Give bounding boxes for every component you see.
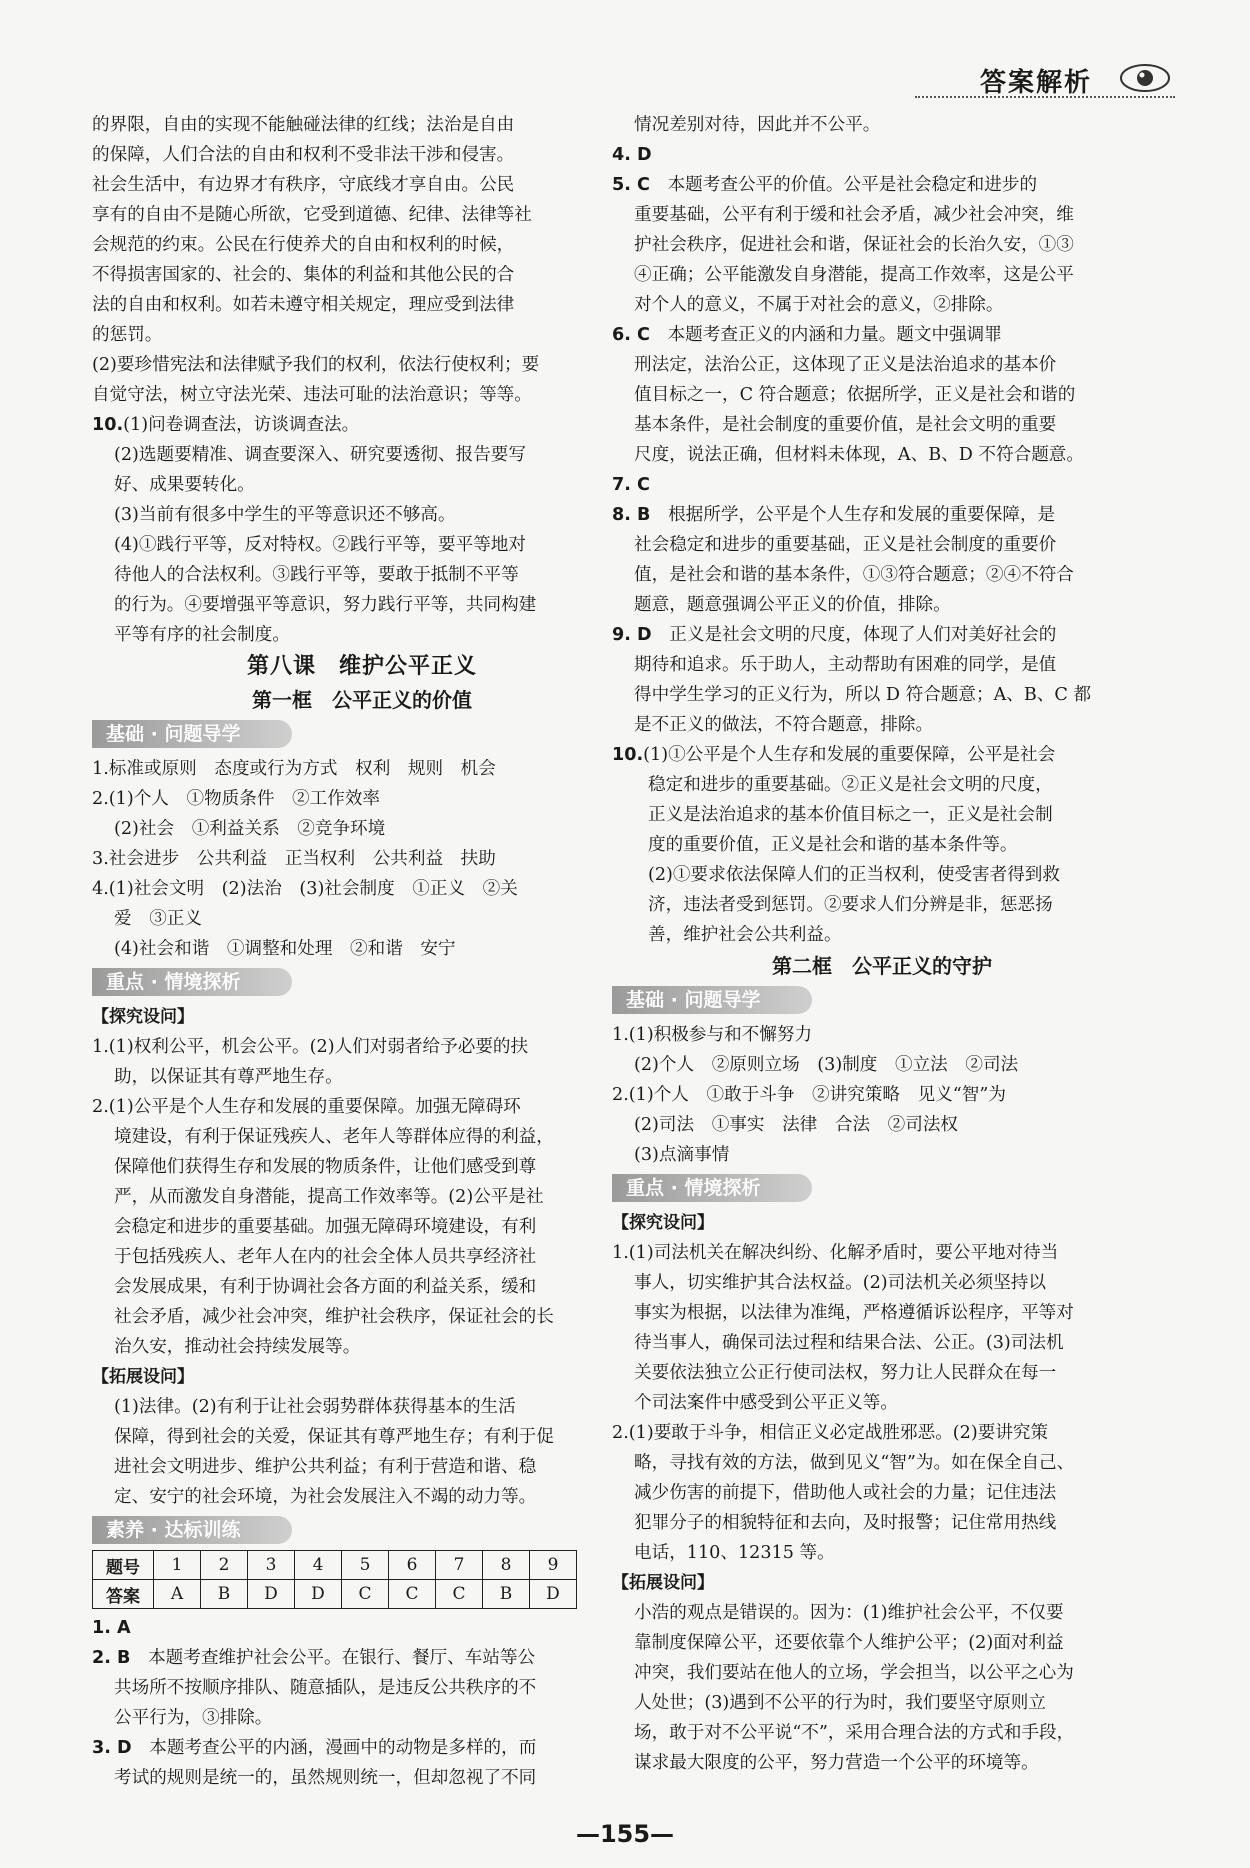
- question-number: 10.: [612, 745, 644, 765]
- page-number: —155—: [575, 1820, 675, 1848]
- text-line: 保障他们获得生存和发展的物质条件，让他们感受到尊: [114, 1157, 537, 1177]
- subsection-tag: 【探究设问】: [92, 1007, 194, 1027]
- table-cell: 9: [530, 1551, 577, 1580]
- text-line: 爱 ③正义: [114, 909, 202, 929]
- answer-table: [92, 1550, 577, 1609]
- text-line: 的保障，人们合法的自由和权利不受非法干涉和侵害。: [92, 145, 515, 165]
- text-line: 减少伤害的前提下，借助他人或社会的力量；记住违法: [634, 1483, 1057, 1503]
- eye-logo-icon: [1118, 60, 1172, 96]
- text-line: 定、安宁的社会环境，为社会发展注入不竭的动力等。: [114, 1487, 537, 1507]
- text-line: 2.(1)公平是个人生存和发展的重要保障。加强无障碍环: [92, 1097, 521, 1117]
- question-number: 9. D: [612, 625, 652, 645]
- text-line: 4.(1)社会文明 (2)法治 (3)社会制度 ①正义 ②关: [92, 879, 518, 899]
- table-cell: D: [530, 1580, 577, 1609]
- text-line: 稳定和进步的重要基础。②正义是社会文明的尺度，: [648, 775, 1053, 795]
- text-line: 保障，得到社会的关爱，保证其有尊严地生存；有利于促: [114, 1427, 554, 1447]
- table-cell: A: [154, 1580, 201, 1609]
- text-line: [92, 410, 632, 440]
- text-line: 冲突，我们要站在他人的立场，学会担当，以公平之心为: [634, 1663, 1074, 1683]
- text-line: 会规范的约束。公民在行使养犬的自由和权利的时候，: [92, 235, 515, 255]
- explore-block: [612, 1238, 1152, 1568]
- text-span: 根据所学，公平是个人生存和发展的重要保障，是: [668, 505, 1056, 525]
- text-line: [612, 140, 1152, 170]
- extend-block: [92, 1392, 632, 1512]
- text-span: (1)问卷调查法，访谈调查法。: [123, 415, 360, 435]
- page-header: [0, 0, 1250, 118]
- text-line: 题意，题意强调公平正义的价值，排除。: [634, 595, 951, 615]
- text-line: 善，维护社会公共利益。: [648, 925, 842, 945]
- table-row: [93, 1580, 577, 1609]
- text-line: [92, 1613, 632, 1643]
- text-line: 情况差别对待，因此并不公平。: [634, 115, 881, 135]
- text-line: (2)社会 ①利益关系 ②竞争环境: [114, 819, 386, 839]
- text-span: 本题考查公平的价值。公平是社会稳定和进步的: [667, 175, 1038, 195]
- table-cell: 5: [342, 1551, 389, 1580]
- text-line: (2)个人 ②原则立场 (3)制度 ①立法 ②司法: [634, 1055, 1019, 1075]
- text-line: 刑法定，法治公正，这体现了正义是法治追求的基本价: [634, 355, 1057, 375]
- text-line: 个司法案件中感受到公平正义等。: [634, 1393, 898, 1413]
- text-line: 场，敢于对不公平说“不”，采用合理合法的方式和手段，: [634, 1723, 1075, 1743]
- left-column: [92, 110, 632, 1793]
- section-title: 第一框 公平正义的价值: [252, 688, 472, 712]
- text-line: 是不正义的做法，不符合题意，排除。: [634, 715, 934, 735]
- question-number: 6. C: [612, 325, 650, 345]
- text-line: 享有的自由不是随心所欲，它受到道德、纪律、法律等社: [92, 205, 532, 225]
- text-line: 2.(1)个人 ①物质条件 ②工作效率: [92, 789, 381, 809]
- text-line: [92, 1733, 632, 1763]
- question-number: 7. C: [612, 475, 650, 495]
- text-line: (4)社会和谐 ①调整和处理 ②和谐 安宁: [114, 939, 456, 959]
- text-line: (2)选题要精准、调查要深入、研究要透彻、报告要写: [114, 445, 526, 465]
- text-line: [92, 1643, 632, 1673]
- text-line: 会稳定和进步的重要基础。加强无障碍环境建设，有利: [114, 1217, 537, 1237]
- table-cell: 3: [248, 1551, 295, 1580]
- table-cell: D: [248, 1580, 295, 1609]
- text-line: 事实为根据，以法律为准绳，严格遵循诉讼程序，平等对: [634, 1303, 1074, 1323]
- text-span: 本题考查正义的内涵和力量。题文中强调罪: [667, 325, 1002, 345]
- text-line: [612, 320, 1152, 350]
- left-q10-block: [92, 410, 632, 650]
- text-line: (4)①践行平等，反对特权。②践行平等，要平等地对: [114, 535, 526, 555]
- table-cell: 7: [436, 1551, 483, 1580]
- text-line: 正义是法治追求的基本价值目标之一，正义是社会制: [648, 805, 1053, 825]
- basics-block: [612, 1020, 1152, 1170]
- table-cell: D: [295, 1580, 342, 1609]
- text-line: 法的自由和权利。如若未遵守相关规定，理应受到法律: [92, 295, 515, 315]
- text-line: 重要基础，公平有利于缓和社会矛盾，减少社会冲突，维: [634, 205, 1074, 225]
- text-line: 值目标之一，C 符合题意；依据所学，正义是社会和谐的: [634, 385, 1076, 405]
- question-number: 5. C: [612, 175, 650, 195]
- text-line: 于包括残疾人、老年人在内的社会全体人员共享经济社: [114, 1247, 537, 1267]
- text-line: 待当事人，确保司法过程和结果合法、公正。(3)司法机: [634, 1333, 1064, 1353]
- subsection-tag: 【探究设问】: [612, 1213, 714, 1233]
- table-row: [93, 1551, 577, 1580]
- text-line: 考试的规则是统一的，虽然规则统一，但却忽视了不同: [114, 1768, 537, 1788]
- text-line: 社会生活中，有边界才有秩序，守底线才享自由。公民: [92, 175, 515, 195]
- header-rule: [915, 96, 1175, 98]
- text-line: (2)司法 ①事实 法律 合法 ②司法权: [634, 1115, 959, 1135]
- text-line: 好、成果要转化。: [114, 475, 255, 495]
- text-line: 护社会秩序，促进社会和谐，保证社会的长治久安，①③: [634, 235, 1074, 255]
- basics-block: [92, 754, 632, 964]
- text-line: 助，以保证其有尊严地生存。: [114, 1067, 343, 1087]
- table-cell: C: [436, 1580, 483, 1609]
- question-number: 3. D: [92, 1738, 132, 1758]
- text-line: [612, 620, 1152, 650]
- text-line: 社会矛盾，减少社会冲突，维护社会秩序，保证社会的长: [114, 1307, 554, 1327]
- text-line: (3)点滴事情: [634, 1145, 730, 1165]
- text-line: (1)法律。(2)有利于让社会弱势群体获得基本的生活: [114, 1397, 516, 1417]
- text-line: 1.(1)司法机关在解决纠纷、化解矛盾时，要公平地对待当: [612, 1243, 1059, 1263]
- text-line: 3.社会进步 公共利益 正当权利 公共利益 扶助: [92, 849, 496, 869]
- table-cell: 2: [201, 1551, 248, 1580]
- text-line: 会发展成果，有利于协调社会各方面的利益关系，缓和: [114, 1277, 537, 1297]
- table-header-cell: 答案: [93, 1580, 154, 1609]
- table-cell: 8: [483, 1551, 530, 1580]
- text-span: (1)①公平是个人生存和发展的重要保障，公平是社会: [643, 745, 1056, 765]
- question-number: 1. A: [92, 1618, 131, 1638]
- section-banner: 重点 · 情境探析: [92, 968, 292, 996]
- text-line: (2)①要求依法保障人们的正当权利，使受害者得到救: [648, 865, 1060, 885]
- answer-items-block: [92, 1613, 632, 1793]
- text-line: 1.标准或原则 态度或行为方式 权利 规则 机会: [92, 759, 496, 779]
- right-column: [612, 110, 1152, 1778]
- text-line: 平等有序的社会制度。: [114, 625, 290, 645]
- section-banner: 重点 · 情境探析: [612, 1174, 812, 1202]
- extend-block: [612, 1598, 1152, 1778]
- question-number: 2. B: [92, 1648, 131, 1668]
- text-line: 电话，110、12315 等。: [634, 1543, 835, 1563]
- text-line: 济，违法者受到惩罚。②要求人们分辨是非，惩恶扬: [648, 895, 1053, 915]
- lesson-title: 第八课 维护公平正义: [246, 654, 477, 679]
- table-cell: C: [342, 1580, 389, 1609]
- text-line: 谋求最大限度的公平，努力营造一个公平的环境等。: [634, 1753, 1039, 1773]
- explore-block: [92, 1032, 632, 1362]
- text-line: 关要依法独立公正行使司法权，努力让人民群众在每一: [634, 1363, 1057, 1383]
- text-line: 治久安，推动社会持续发展等。: [114, 1337, 361, 1357]
- text-line: 靠制度保障公平，还要依靠个人维护公平；(2)面对利益: [634, 1633, 1064, 1653]
- text-line: [612, 500, 1152, 530]
- text-line: 2.(1)要敢于斗争，相信正义必定战胜邪恶。(2)要讲究策: [612, 1423, 1049, 1443]
- table-cell: 4: [295, 1551, 342, 1580]
- text-line: 1.(1)权利公平，机会公平。(2)人们对弱者给予必要的扶: [92, 1037, 529, 1057]
- text-line: 得中学生学习的正义行为，所以 D 符合题意；A、B、C 都: [634, 685, 1092, 705]
- text-line: 的行为。④要增强平等意识，努力践行平等，共同构建: [114, 595, 537, 615]
- left-intro-block: [92, 110, 632, 410]
- text-line: 事人，切实维护其合法权益。(2)司法机关必须坚持以: [634, 1273, 1046, 1293]
- text-line: 值，是社会和谐的基本条件，①③符合题意；②④不符合: [634, 565, 1074, 585]
- text-line: [612, 470, 1152, 500]
- table-cell: B: [483, 1580, 530, 1609]
- text-span: 本题考查公平的内涵，漫画中的动物是多样的，而: [149, 1738, 537, 1758]
- text-line: 的惩罚。: [92, 325, 163, 345]
- table-header-cell: 题号: [93, 1551, 154, 1580]
- text-line: 境建设，有利于保证残疾人、老年人等群体应得的利益，: [114, 1127, 554, 1147]
- table-cell: 6: [389, 1551, 436, 1580]
- text-line: 小浩的观点是错误的。因为：(1)维护社会公平，不仅要: [634, 1603, 1064, 1623]
- right-answer-items: [612, 140, 1152, 740]
- text-line: 人处世；(3)遇到不公平的行为时，我们要坚守原则立: [634, 1693, 1046, 1713]
- section-banner: 基础 · 问题导学: [612, 986, 812, 1014]
- text-line: 基本条件，是社会制度的重要价值，是社会文明的重要: [634, 415, 1057, 435]
- table-cell: B: [201, 1580, 248, 1609]
- text-line: 自觉守法，树立守法光荣、违法可耻的法治意识；等等。: [92, 385, 532, 405]
- text-line: 略，寻找有效的方法，做到见义“智”为。如在保全自己、: [634, 1453, 1075, 1473]
- text-line: 度的重要价值，正义是社会和谐的基本条件等。: [648, 835, 1018, 855]
- subsection-tag: 【拓展设问】: [92, 1367, 194, 1387]
- text-line: 严，从而激发自身潜能，提高工作效率等。(2)公平是社: [114, 1187, 544, 1207]
- text-line: 待他人的合法权利。③践行平等，要敢于抵制不平等: [114, 565, 519, 585]
- section-title: 第二框 公平正义的守护: [772, 954, 992, 978]
- table-cell: 1: [154, 1551, 201, 1580]
- right-q10-block: [612, 740, 1152, 950]
- section-banner: 基础 · 问题导学: [92, 720, 292, 748]
- text-span: 正义是社会文明的尺度，体现了人们对美好社会的: [669, 625, 1057, 645]
- header-title: 答案解析: [980, 68, 1093, 98]
- question-number: 8. B: [612, 505, 651, 525]
- text-line: 共场所不按顺序排队、随意插队，是违反公共秩序的不: [114, 1678, 537, 1698]
- text-line: 的界限，自由的实现不能触碰法律的红线；法治是自由: [92, 115, 515, 135]
- text-line: 1.(1)积极参与和不懈努力: [612, 1025, 813, 1045]
- question-number: 10.: [92, 415, 124, 435]
- section-banner: 素养 · 达标训练: [92, 1516, 292, 1544]
- text-line: (3)当前有很多中学生的平等意识还不够高。: [114, 505, 456, 525]
- text-line: (2)要珍惜宪法和法律赋予我们的权利，依法行使权利；要: [92, 355, 540, 375]
- text-line: 不得损害国家的、社会的、集体的利益和其他公民的合: [92, 265, 515, 285]
- text-line: 进社会文明进步、维护公共利益；有利于营造和谐、稳: [114, 1457, 537, 1477]
- text-line: 对个人的意义，不属于对社会的意义，②排除。: [634, 295, 1004, 315]
- text-line: 期待和追求。乐于助人，主动帮助有困难的同学，是值: [634, 655, 1057, 675]
- subsection-tag: 【拓展设问】: [612, 1573, 714, 1593]
- text-line: [612, 170, 1152, 200]
- text-span: 本题考查维护社会公平。在银行、餐厅、车站等公: [148, 1648, 536, 1668]
- text-line: 犯罪分子的相貌特征和去向，及时报警；记住常用热线: [634, 1513, 1057, 1533]
- question-number: 4. D: [612, 145, 652, 165]
- text-line: [612, 740, 1152, 770]
- text-line: 社会稳定和进步的重要基础，正义是社会制度的重要价: [634, 535, 1057, 555]
- text-line: 2.(1)个人 ①敢于斗争 ②讲究策略 见义“智”为: [612, 1085, 1006, 1105]
- text-line: ④正确；公平能激发自身潜能，提高工作效率，这是公平: [634, 265, 1074, 285]
- text-line: 尺度，说法正确，但材料未体现，A、B、D 不符合题意。: [634, 445, 1084, 465]
- text-line: 公平行为，③排除。: [114, 1708, 273, 1728]
- table-cell: C: [389, 1580, 436, 1609]
